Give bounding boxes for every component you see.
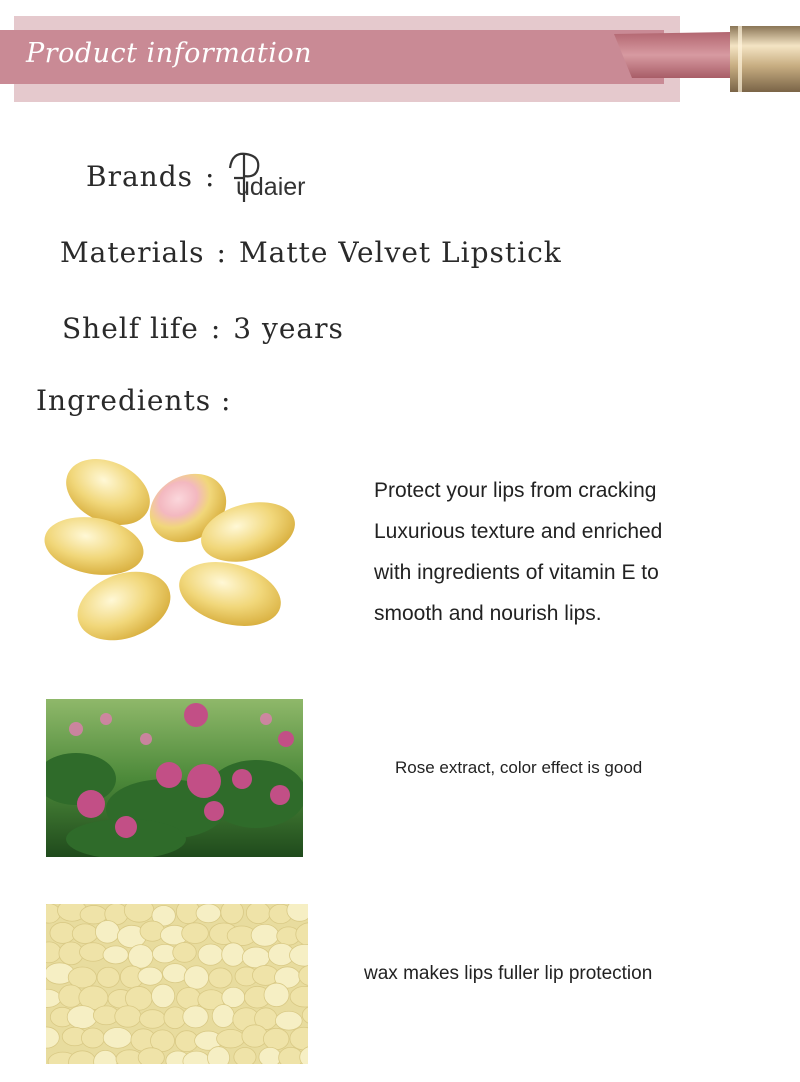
wax-bead bbox=[263, 1028, 289, 1049]
wax-bead bbox=[81, 1028, 104, 1048]
wax-bead bbox=[246, 904, 270, 924]
wax-bead bbox=[151, 984, 174, 1008]
materials-row bbox=[60, 236, 562, 269]
wax-bead bbox=[259, 1047, 281, 1064]
wax-bead bbox=[196, 904, 221, 923]
wax-bead bbox=[209, 968, 232, 988]
vitamin-e-line: Protect your lips from cracking bbox=[374, 479, 657, 502]
wax-bead bbox=[275, 1011, 302, 1030]
lipstick-image bbox=[612, 16, 800, 96]
brand-label: Brands bbox=[86, 160, 193, 193]
wax-bead bbox=[103, 946, 128, 964]
shelf-life-value: 3 years bbox=[233, 312, 344, 345]
wax-bead bbox=[72, 924, 98, 944]
wax-bead bbox=[198, 944, 223, 965]
wax-bead bbox=[242, 947, 269, 968]
rose-flowers-photo bbox=[46, 699, 303, 857]
wax-bead bbox=[138, 1048, 164, 1064]
wax-bead bbox=[183, 1006, 208, 1028]
wax-bead bbox=[234, 1047, 256, 1064]
materials-value: Matte Velvet Lipstick bbox=[238, 236, 562, 269]
wax-bead bbox=[264, 983, 289, 1007]
wax-bead bbox=[217, 1030, 245, 1048]
shelf-life-separator: : bbox=[210, 312, 222, 345]
wax-bead bbox=[67, 1006, 97, 1029]
vitamin-e-line: Luxurious texture and enriched bbox=[374, 520, 663, 543]
wax-bead bbox=[173, 942, 196, 962]
wax-bead bbox=[279, 1047, 303, 1064]
wax-bead bbox=[115, 1006, 141, 1027]
materials-separator: : bbox=[216, 236, 227, 269]
wax-bead bbox=[184, 966, 208, 989]
vitamin-e-line: smooth and nourish lips. bbox=[374, 602, 602, 625]
shelf-life-label: Shelf life bbox=[62, 312, 199, 345]
vitamin-e-description bbox=[374, 470, 794, 634]
wax-bead bbox=[128, 945, 153, 969]
brand-row bbox=[86, 160, 227, 193]
wax-bead bbox=[79, 943, 106, 962]
wax-bead bbox=[103, 1027, 132, 1048]
rose-description: Rose extract, color effect is good bbox=[395, 758, 643, 777]
vitamin-e-line: with ingredients of vitamin E to bbox=[374, 561, 659, 584]
wax-bead bbox=[222, 943, 245, 966]
wax-bead bbox=[163, 964, 188, 983]
wax-bead bbox=[251, 924, 279, 946]
wax-bead bbox=[50, 922, 76, 943]
brand-separator: : bbox=[204, 160, 216, 193]
wax-bead bbox=[140, 1010, 166, 1029]
shelf-life-row bbox=[62, 312, 344, 345]
brand-logo-text: udaier bbox=[236, 173, 306, 201]
wax-bead bbox=[97, 967, 119, 987]
wax-bead bbox=[95, 920, 119, 943]
wax-bead bbox=[182, 923, 209, 944]
materials-label: Materials bbox=[60, 236, 205, 269]
wax-beads-photo bbox=[46, 904, 308, 1064]
ingredients-heading: Ingredients : bbox=[36, 384, 232, 417]
wax-bead bbox=[212, 1004, 234, 1027]
wax-description: wax makes lips fuller lip protection bbox=[364, 963, 653, 984]
banner-title: Product information bbox=[26, 38, 313, 69]
vitamin-e-capsules-photo bbox=[38, 448, 304, 658]
wax-bead bbox=[138, 967, 163, 985]
wax-bead bbox=[221, 904, 244, 924]
